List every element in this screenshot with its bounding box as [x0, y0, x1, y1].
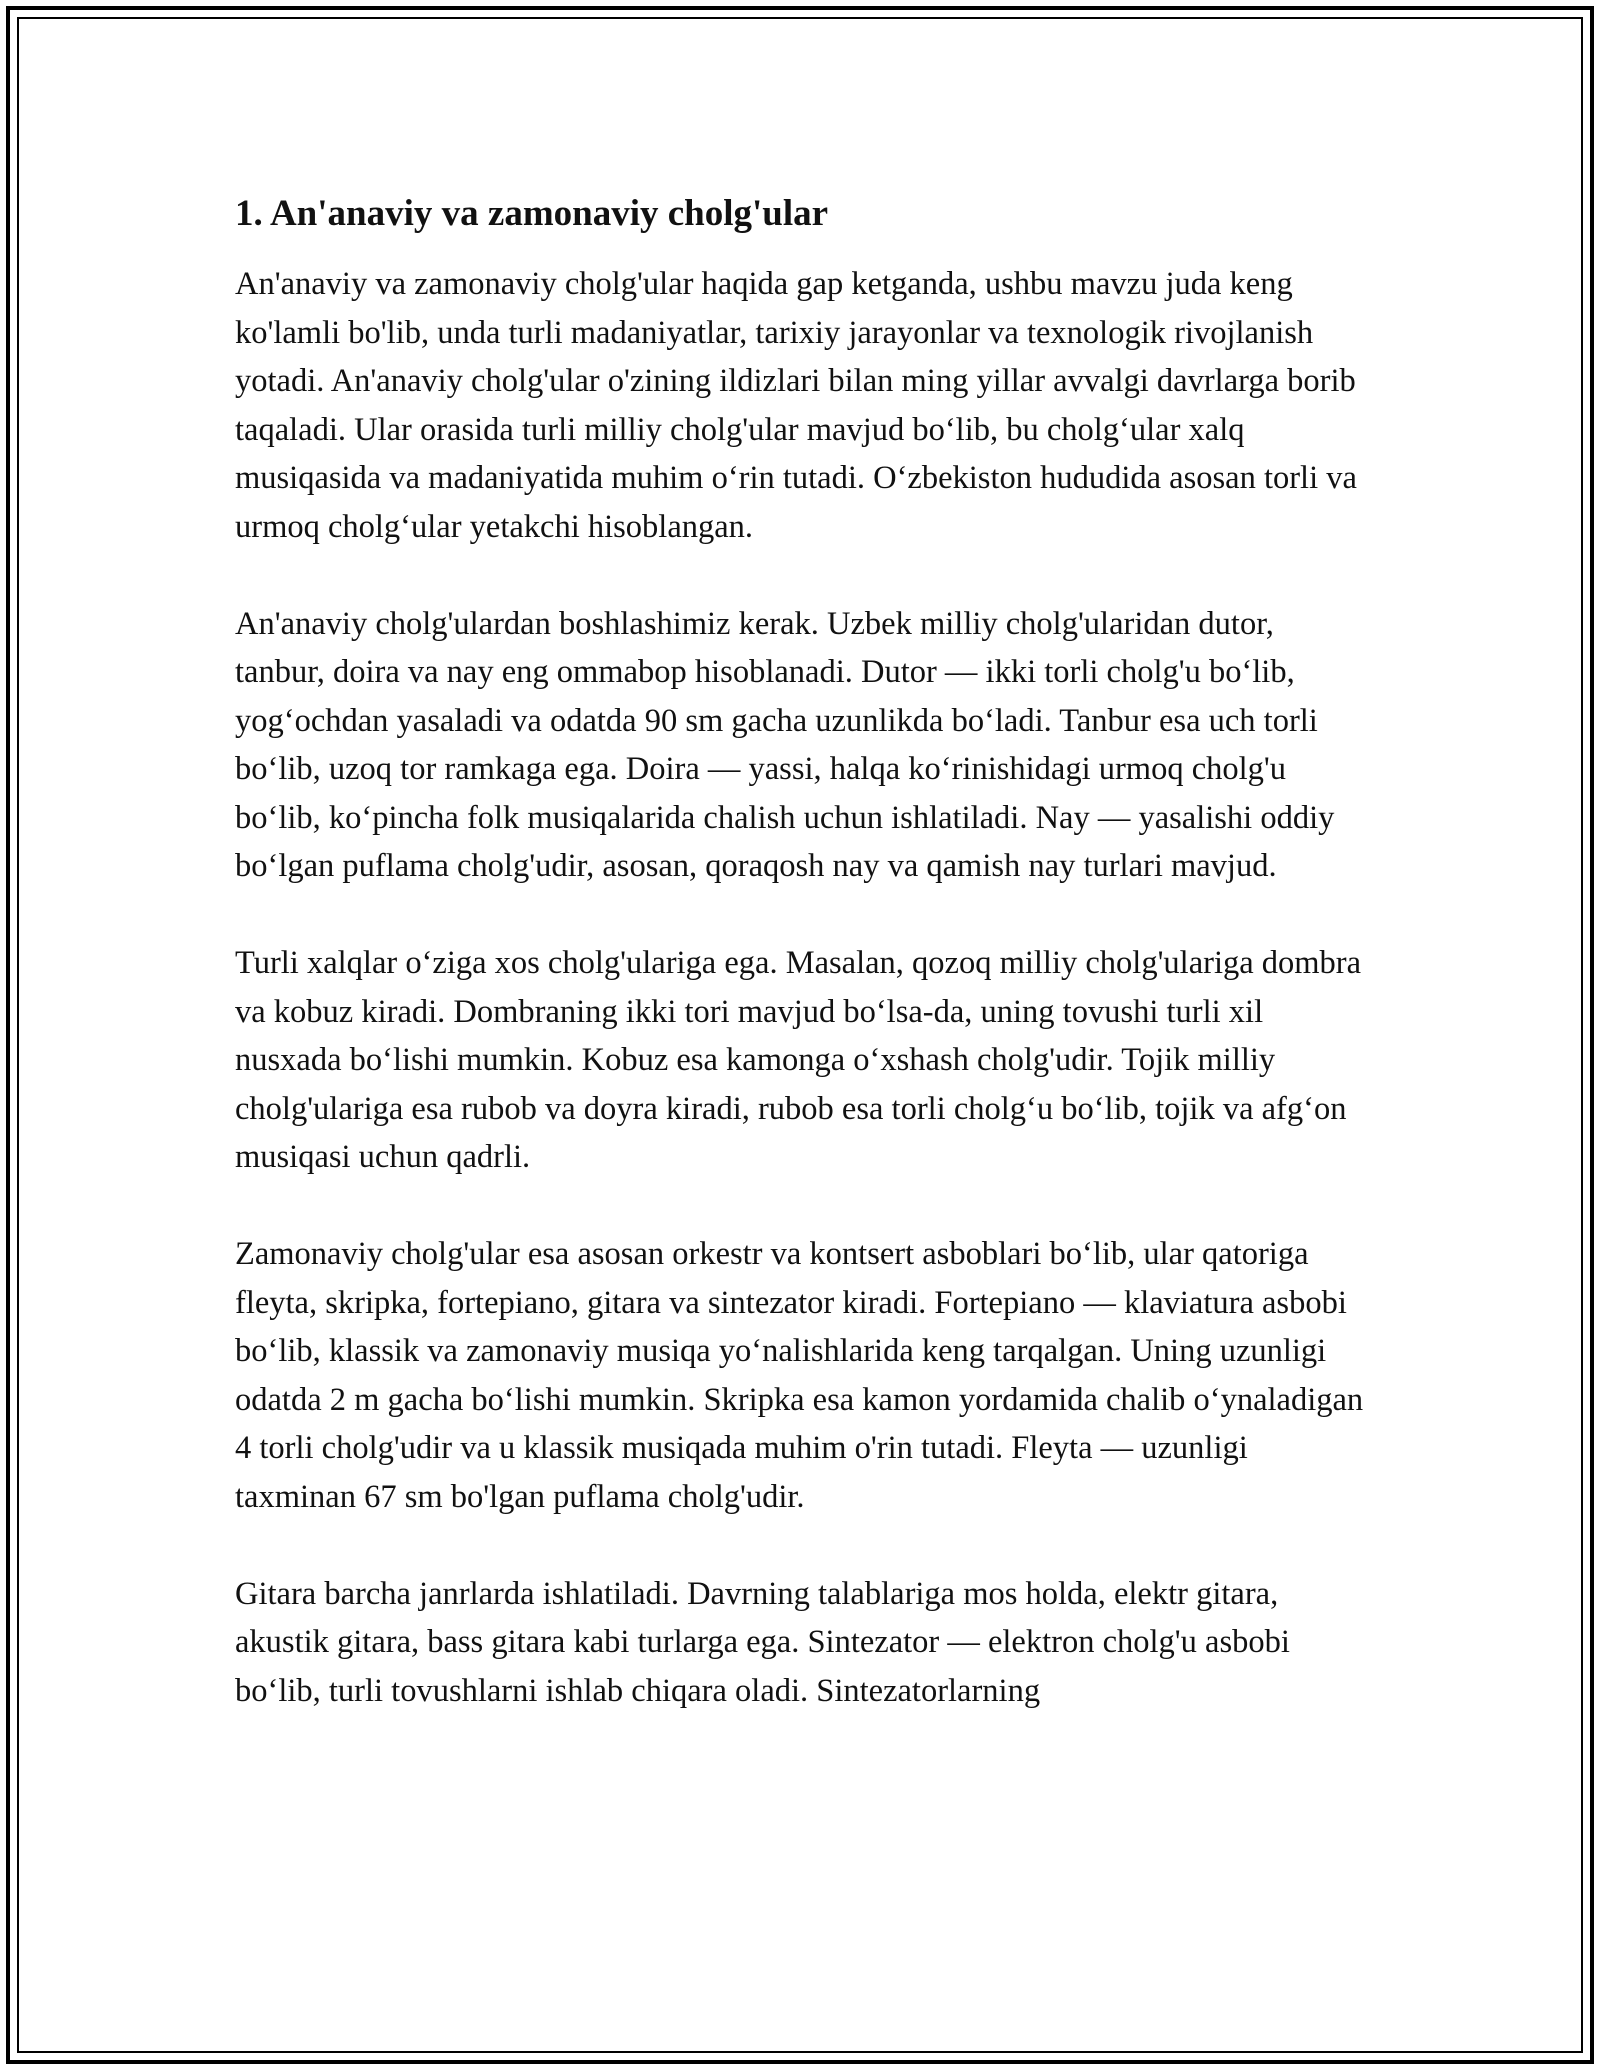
section-heading: 1. An'anaviy va zamonaviy cholg'ular — [235, 193, 829, 234]
paragraph-1: An'anaviy va zamonaviy cholg'ular haqida gap ketganda, ushbu mavzu juda keng ko'lamli bo'lib, unda turli madaniyatlar, tarixiy jarayonlar va texnologik rivojlanish yotadi. An'anaviy cholg'ular o'zining ildizlari bilan ming yillar avvalgi davrlarga borib taqaladi. Ular orasida turli milliy cholg'ular mavjud bo‘lib, bu cholg‘ular xalq musiqasida va madaniyatida muhim o‘rin tutadi. O‘zbekiston hududida asosan torli va urmoq cholg‘ular yetakchi hisoblangan. — [235, 266, 1357, 545]
document-body — [235, 188, 1365, 1764]
paragraph-5: Gitara barcha janrlarda ishlatiladi. Davrning talablariga mos holda, elektr gitara, akustik gitara, bass gitara kabi turlarga ega. Sintezator — elektron cholg'u asbobi bo‘lib, turli tovushlarni ishlab chiqara oladi. Sintezatorlarning — [235, 1575, 1290, 1709]
paragraph-3: Turli xalqlar o‘ziga xos cholg'ulariga ega. Masalan, qozoq milliy cholg'ulariga dombra va kobuz kiradi. Dombraning ikki tori mavjud bo‘lsa-da, uning tovushi turli xil nusxada bo‘lishi mumkin. Kobuz esa kamonga o‘xshash cholg'udir. Tojik milliy cholg'ulariga esa rubob va doyra kiradi, rubob esa torli cholg‘u bo‘lib, tojik va afg‘on musiqasi uchun qadrli. — [235, 945, 1362, 1175]
paragraph-4: Zamonaviy cholg'ular esa asosan orkestr va kontsert asboblari bo‘lib, ular qatoriga fleyta, skripka, fortepiano, gitara va sintezator kiradi. Fortepiano — klaviatura asbobi bo‘lib, klassik va zamonaviy musiqa yo‘nalishlarida keng tarqalgan. Uning uzunligi odatda 2 m gacha bo‘lishi mumkin. Skripka esa kamon yordamida chalib o‘ynaladigan 4 torli cholg'udir va u klassik musiqada muhim o'rin tutadi. Fleyta — uzunligi taxminan 67 sm bo'lgan puflama cholg'udir. — [235, 1236, 1364, 1515]
paragraph-2: An'anaviy cholg'ulardan boshlashimiz kerak. Uzbek milliy cholg'ularidan dutor, tanbur, doira va nay eng ommabop hisoblanadi. Dutor — ikki torli cholg'u bo‘lib, yog‘ochdan yasaladi va odatda 90 sm gacha uzunlikda bo‘ladi. Tanbur esa uch torli bo‘lib, uzoq tor ramkaga ega. Doira — yassi, halqa ko‘rinishidagi urmoq cholg'u bo‘lib, ko‘pincha folk musiqalarida chalish uchun ishlatiladi. Nay — yasalishi oddiy bo‘lgan puflama cholg'udir, asosan, qoraqosh nay va qamish nay turlari mavjud. — [235, 605, 1335, 884]
